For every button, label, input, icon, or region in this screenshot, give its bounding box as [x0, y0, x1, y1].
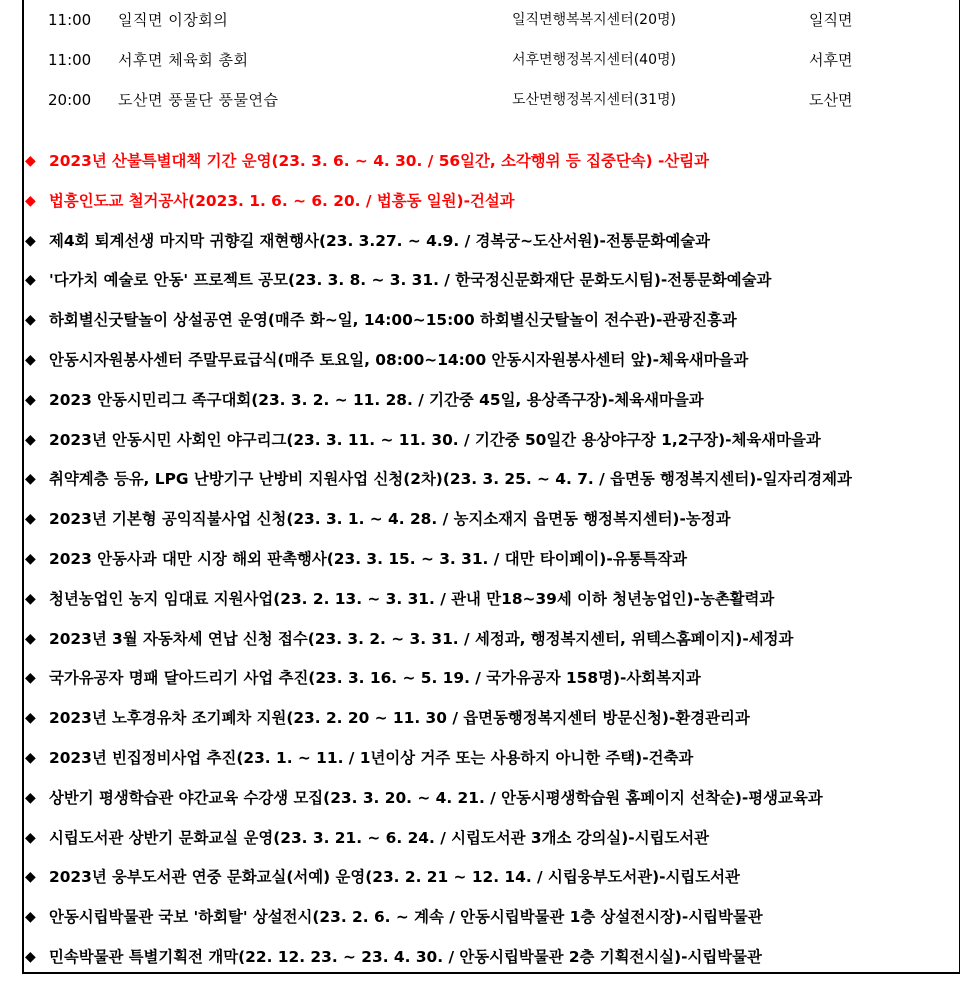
- notice-text: 시립도서관 상반기 문화교실 운영(23. 3. 21. ~ 6. 24. / 시립도서관 3개소 강의실)-시립도서관: [49, 828, 710, 847]
- notice-item: [24, 862, 959, 902]
- schedule-dept: 도산면: [809, 91, 853, 109]
- notice-text: 2023년 빈집정비사업 추진(23. 1. ~ 11. / 1년이상 거주 또는 사용하지 아니한 주택)-건축과: [49, 748, 694, 767]
- notice-item: [24, 783, 959, 823]
- notice-text: 국가유공자 명패 달아드리기 사업 추진(23. 3. 16. ~ 5. 19. / 국가유공자 158명)-사회복지과: [49, 669, 701, 688]
- notice-item: [24, 942, 959, 982]
- diamond-bullet-icon: ◆: [25, 710, 36, 727]
- notice-text: 2023년 산불특별대책 기간 운영(23. 3. 6. ~ 4. 30. / 56일간, 소각행위 등 집중단속) -산림과: [49, 152, 709, 170]
- diamond-bullet-icon: ◆: [25, 749, 36, 766]
- diamond-bullet-icon: ◆: [25, 869, 36, 886]
- diamond-bullet-icon: ◆: [25, 153, 36, 169]
- diamond-bullet-icon: ◆: [25, 550, 36, 567]
- notice-item: [24, 703, 959, 743]
- notice-item: [24, 464, 959, 504]
- notice-text: 2023 안동사과 대만 시장 해외 판촉행사(23. 3. 15. ~ 3. 31. / 대만 타이페이)-유통특작과: [49, 549, 688, 568]
- document-frame: [22, 0, 960, 974]
- notice-text: 청년농업인 농지 임대료 지원사업(23. 2. 13. ~ 3. 31. / 관내 만18~39세 이하 청년농업인)-농촌활력과: [49, 589, 775, 608]
- diamond-bullet-icon: ◆: [25, 431, 36, 448]
- notice-item: [24, 743, 959, 783]
- notice-item: [24, 663, 959, 703]
- schedule-time: 20:00: [48, 91, 92, 109]
- diamond-bullet-icon: ◆: [25, 630, 36, 647]
- notice-item: [24, 305, 959, 345]
- schedule-dept: 서후면: [809, 51, 853, 69]
- notice-list: [24, 146, 959, 982]
- notice-text: 안동시립박물관 국보 '하회탈' 상설전시(23. 2. 6. ~ 계속 / 안동시립박물관 1층 상설전시장)-시립박물관: [49, 908, 763, 927]
- schedule-title: 서후면 체육회 총회: [118, 51, 249, 69]
- schedule-place: 일직면행복복지센터(20명): [512, 12, 676, 28]
- schedule-dept: 일직면: [809, 11, 853, 29]
- notice-text: 2023년 3월 자동차세 연납 신청 접수(23. 3. 2. ~ 3. 31. / 세정과, 행정복지센터, 위텍스홈페이지)-세정과: [49, 629, 794, 648]
- notice-item: [24, 584, 959, 624]
- notice-text: 2023년 안동시민 사회인 야구리그(23. 3. 11. ~ 11. 30. / 기간중 50일간 용상야구장 1,2구장)-체육새마을과: [49, 430, 821, 449]
- diamond-bullet-icon: ◆: [25, 948, 36, 965]
- notice-item: [24, 823, 959, 863]
- schedule-row: [24, 6, 959, 46]
- notice-text: 법흥인도교 철거공사(2023. 1. 6. ~ 6. 20. / 법흥동 일원)-건설과: [49, 191, 515, 210]
- diamond-bullet-icon: ◆: [25, 789, 36, 806]
- notice-text: 제4회 퇴계선생 마지막 귀향길 재현행사(23. 3.27. ~ 4.9. / 경복궁~도산서원)-전통문화예술과: [49, 231, 711, 250]
- schedule-title: 도산면 풍물단 풍물연습: [118, 91, 279, 109]
- diamond-bullet-icon: ◆: [25, 192, 36, 209]
- diamond-bullet-icon: ◆: [25, 670, 36, 687]
- diamond-bullet-icon: ◆: [25, 471, 36, 488]
- diamond-bullet-icon: ◆: [25, 272, 36, 289]
- diamond-bullet-icon: ◆: [25, 391, 36, 408]
- schedule-time: 11:00: [48, 51, 92, 69]
- diamond-bullet-icon: ◆: [25, 590, 36, 607]
- notice-text: 민속박물관 특별기획전 개막(22. 12. 23. ~ 23. 4. 30. / 안동시립박물관 2층 기획전시실)-시립박물관: [49, 947, 762, 966]
- notice-item: [24, 226, 959, 266]
- diamond-bullet-icon: ◆: [25, 909, 36, 926]
- notice-text: 안동시자원봉사센터 주말무료급식(매주 토요일, 08:00~14:00 안동시자원봉사센터 앞)-체육새마을과: [49, 350, 749, 369]
- schedule-place: 서후면행정복지센터(40명): [512, 52, 676, 68]
- schedule-place: 도산면행정복지센터(31명): [512, 92, 676, 108]
- notice-text: '다가치 예술로 안동' 프로젝트 공모(23. 3. 8. ~ 3. 31. / 한국정신문화재단 문화도시팀)-전통문화예술과: [49, 271, 772, 290]
- notice-item: [24, 544, 959, 584]
- schedule-time: 11:00: [48, 11, 92, 29]
- schedule-row: [24, 46, 959, 86]
- notice-text: 2023년 기본형 공익직불사업 신청(23. 3. 1. ~ 4. 28. / 농지소재지 읍면동 행정복지센터)-농정과: [49, 510, 731, 529]
- notice-text: 2023년 노후경유차 조기폐차 지원(23. 2. 20 ~ 11. 30 / 읍면동행정복지센터 방문신청)-환경관리과: [49, 709, 750, 728]
- diamond-bullet-icon: ◆: [25, 829, 36, 846]
- schedule-table: [24, 6, 959, 126]
- diamond-bullet-icon: ◆: [25, 351, 36, 368]
- notice-item: [24, 504, 959, 544]
- notice-item: [24, 624, 959, 664]
- notice-text: 2023년 웅부도서관 연중 문화교실(서예) 운영(23. 2. 21 ~ 12. 14. / 시립웅부도서관)-시립도서관: [49, 868, 740, 887]
- notice-text: 2023 안동시민리그 족구대회(23. 3. 2. ~ 11. 28. / 기간중 45일, 용상족구장)-체육새마을과: [49, 390, 704, 409]
- diamond-bullet-icon: ◆: [25, 511, 36, 528]
- notice-item: [24, 385, 959, 425]
- notice-text: 상반기 평생학습관 야간교육 수강생 모집(23. 3. 20. ~ 4. 21. / 안동시평생학습원 홈페이지 선착순)-평생교육과: [49, 788, 823, 807]
- schedule-title: 일직면 이장회의: [118, 11, 229, 29]
- notice-text: 하회별신굿탈놀이 상설공연 운영(매주 화~일, 14:00~15:00 하회별신굿탈놀이 전수관)-관광진흥과: [49, 311, 737, 330]
- notice-item: [24, 345, 959, 385]
- notice-item: [24, 902, 959, 942]
- notice-item-highlighted: [24, 146, 959, 186]
- diamond-bullet-icon: ◆: [25, 312, 36, 329]
- notice-item: [24, 265, 959, 305]
- schedule-row: [24, 86, 959, 126]
- notice-item-highlighted: [24, 186, 959, 226]
- notice-item: [24, 425, 959, 465]
- diamond-bullet-icon: ◆: [25, 232, 36, 249]
- notice-text: 취약계층 등유, LPG 난방기구 난방비 지원사업 신청(2차)(23. 3. 25. ~ 4. 7. / 읍면동 행정복지센터)-일자리경제과: [49, 470, 852, 489]
